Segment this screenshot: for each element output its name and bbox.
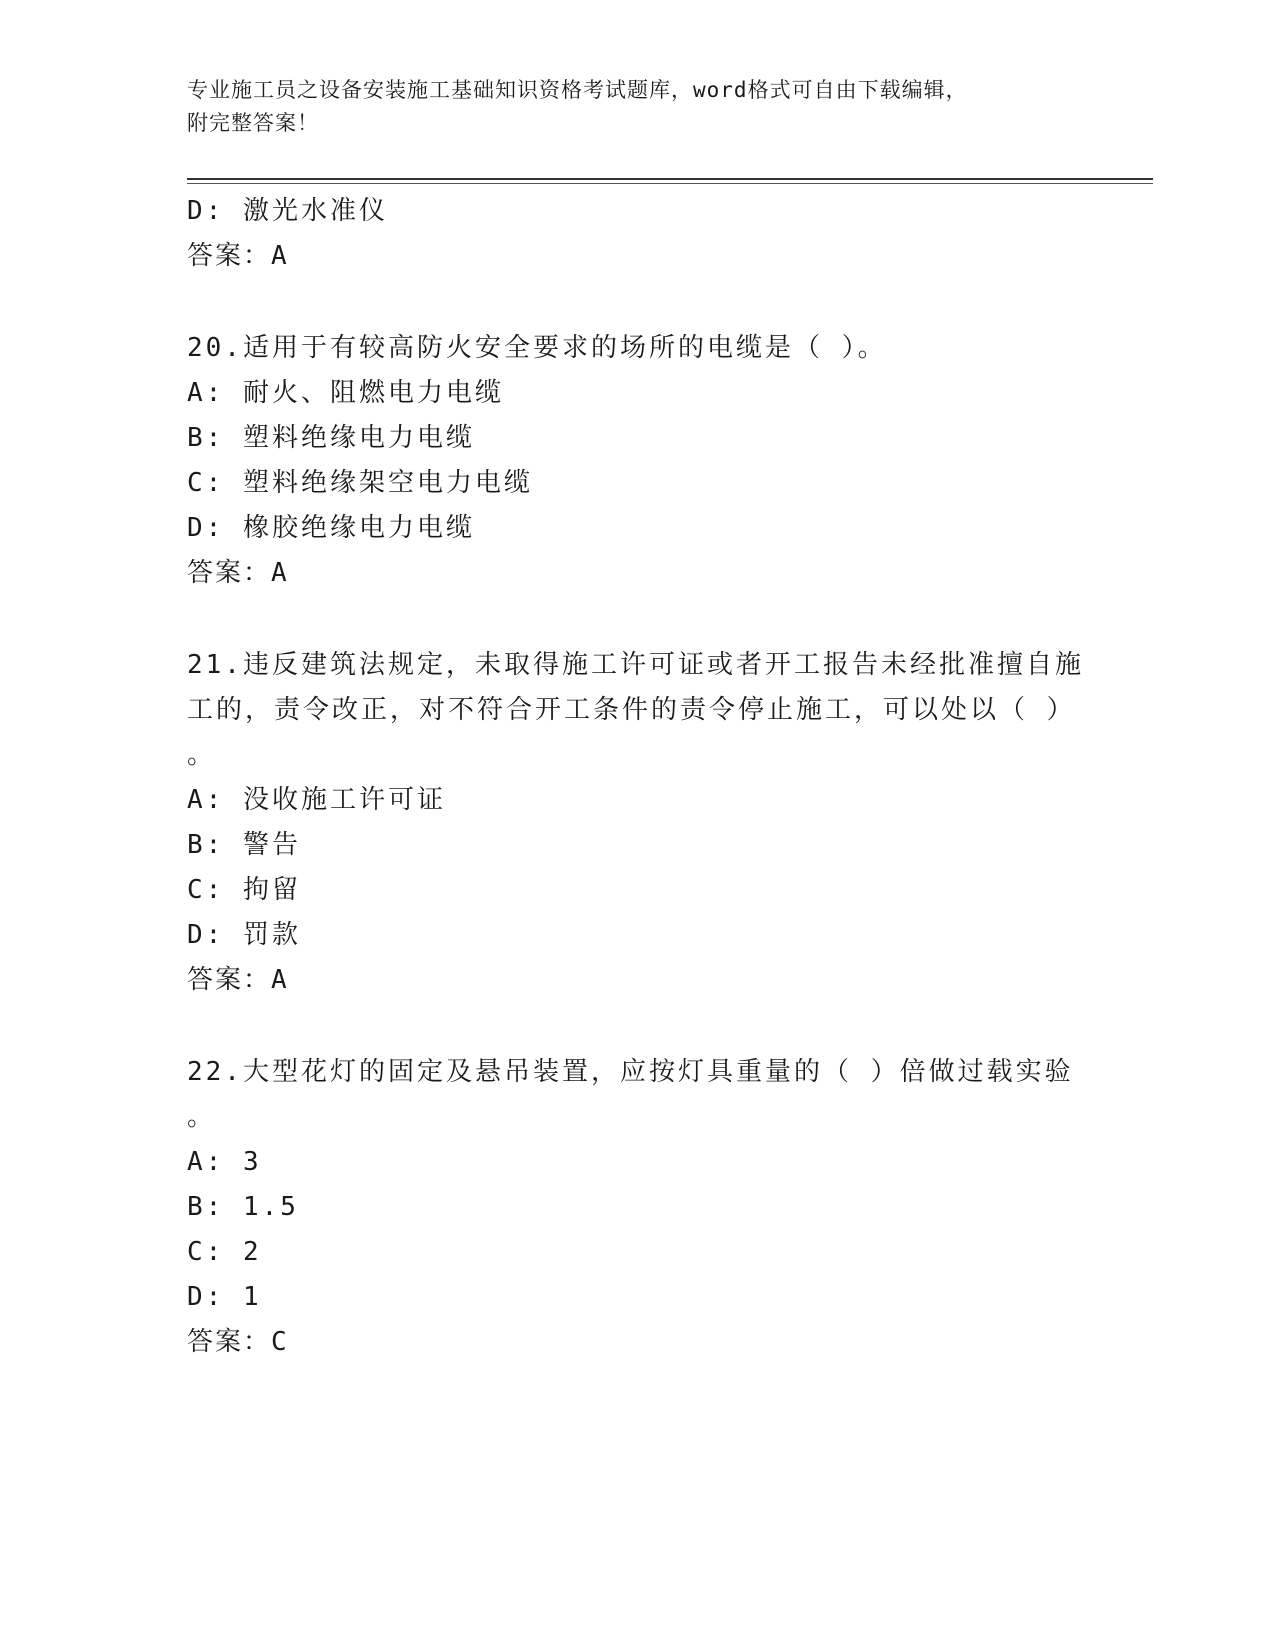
question-22 (187, 1050, 1087, 1365)
question-21 (187, 643, 1087, 1003)
header-divider-thick (187, 178, 1153, 180)
question-content (187, 189, 1087, 1365)
question-20 (187, 326, 1087, 596)
answer-label: 答案： (187, 965, 272, 995)
answer-value: A (271, 965, 289, 995)
option-a: A: 耐火、阻燃电力电缆 (187, 378, 504, 408)
answer-line (187, 958, 1087, 1003)
answer-value: A (271, 558, 289, 588)
question-stem-line-1: 21.违反建筑法规定，未取得施工许可证或者开工报告未经批准擅自施 (187, 650, 1084, 680)
answer-label: 答案： (187, 241, 272, 271)
question-stem-line-1: 22.大型花灯的固定及悬吊装置，应按灯具重量的（ ）倍做过载实验 (187, 1057, 1074, 1087)
answer-value: A (271, 241, 289, 271)
option-b: B: 警告 (187, 830, 301, 860)
option-d: D: 橡胶绝缘电力电缆 (187, 513, 475, 543)
option-d: D: 罚款 (187, 920, 301, 950)
option-c: C: 塑料绝缘架空电力电缆 (187, 468, 533, 498)
answer-value: C (271, 1327, 289, 1357)
option-b: B: 塑料绝缘电力电缆 (187, 423, 475, 453)
document-header (187, 74, 1067, 140)
question-stem-line-2: 。 (187, 1102, 217, 1132)
option-c: C: 2 (187, 1237, 262, 1267)
header-line-2: 附完整答案！ (187, 111, 319, 135)
answer-line (187, 234, 1087, 279)
option-a: A: 没收施工许可证 (187, 785, 446, 815)
header-divider-thin (187, 183, 1153, 184)
answer-line (187, 551, 1087, 596)
answer-line (187, 1320, 1087, 1365)
option-d: D: 1 (187, 1282, 262, 1312)
option-d: D: 激光水准仪 (187, 196, 388, 226)
question-stem-line-3: 。 (187, 740, 217, 770)
question-stem: 20.适用于有较高防火安全要求的场所的电缆是（ ）。 (187, 333, 887, 363)
answer-label: 答案： (187, 1327, 272, 1357)
question-stem-line-2: 工的，责令改正，对不符合开工条件的责令停止施工，可以处以（ ） (187, 695, 1076, 725)
carryover-block (187, 189, 1087, 279)
option-c: C: 拘留 (187, 875, 301, 905)
answer-label: 答案： (187, 558, 272, 588)
option-b: B: 1.5 (187, 1192, 299, 1222)
option-a: A: 3 (187, 1147, 262, 1177)
header-line-1: 专业施工员之设备安装施工基础知识资格考试题库，word格式可自由下载编辑， (187, 78, 968, 102)
